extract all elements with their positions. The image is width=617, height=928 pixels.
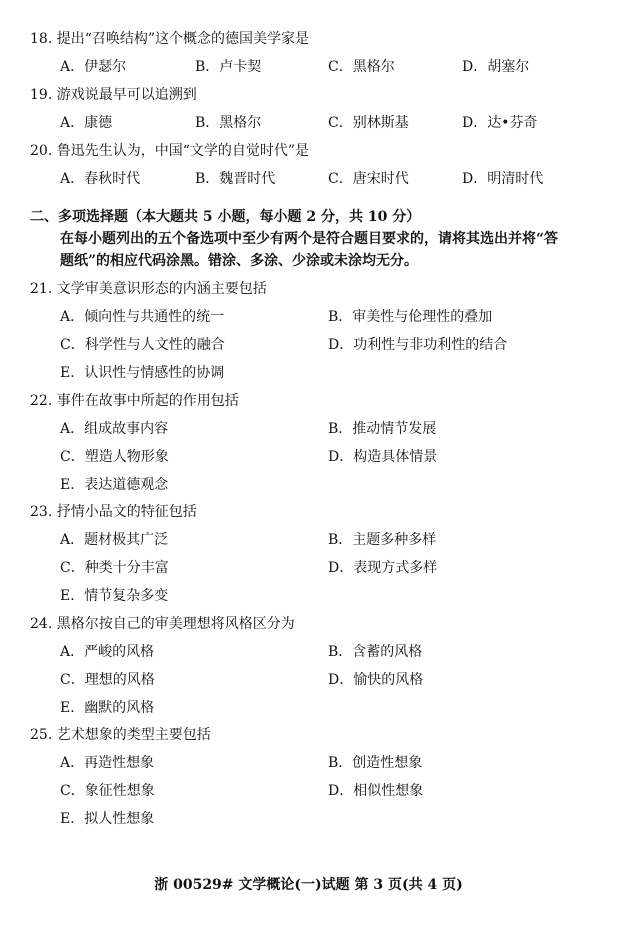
question-number: 22. <box>30 393 53 409</box>
option-d: D．明清时代 <box>462 171 544 187</box>
option-b: B．审美性与伦理性的叠加 <box>328 309 493 325</box>
option-b: B．创造性想象 <box>328 755 423 771</box>
option-c: C．黑格尔 <box>328 59 395 75</box>
option-c: C．科学性与人文性的融合 <box>60 337 225 353</box>
option-b: B．推动情节发展 <box>328 421 437 437</box>
option-a: A．倾向性与共通性的统一 <box>60 309 225 325</box>
question-stem: 提出“召唤结构”这个概念的德国美学家是 <box>56 31 310 47</box>
option-a: A．严峻的风格 <box>60 644 155 660</box>
option-c: C．种类十分丰富 <box>60 560 169 576</box>
option-b: B．含蓄的风格 <box>328 644 423 660</box>
question-number: 24. <box>30 616 53 632</box>
question-number: 25. <box>30 727 53 743</box>
option-b: B．主题多种多样 <box>328 532 437 548</box>
option-c: C．别林斯基 <box>328 115 409 131</box>
option-d: D．胡塞尔 <box>462 59 530 75</box>
option-e: E．表达道德观念 <box>60 477 169 493</box>
question-20 <box>30 141 309 161</box>
question-18 <box>30 29 309 49</box>
question-stem: 游戏说最早可以追溯到 <box>56 87 197 103</box>
option-a: A．春秋时代 <box>60 171 141 187</box>
option-b: B．黑格尔 <box>195 115 262 131</box>
option-a: A．康德 <box>60 115 113 131</box>
option-e: E．认识性与情感性的协调 <box>60 365 225 381</box>
question-22 <box>30 391 239 411</box>
question-stem: 黑格尔按自己的审美理想将风格区分为 <box>56 616 295 632</box>
question-25 <box>30 725 211 745</box>
section-heading: 二、多项选择题（本大题共 5 小题，每小题 2 分，共 10 分） <box>30 209 421 225</box>
option-e: E．情节复杂多变 <box>60 588 169 604</box>
option-c: C．理想的风格 <box>60 672 155 688</box>
option-d: D．功利性与非功利性的结合 <box>328 337 508 353</box>
option-c: C．唐宋时代 <box>328 171 409 187</box>
option-c: C．象征性想象 <box>60 783 155 799</box>
question-stem: 鲁迅先生认为，中国“文学的自觉时代”是 <box>56 143 310 159</box>
section-instruction-line1: 在每小题列出的五个备选项中至少有两个是符合题目要求的，请将其选出并将“答 <box>60 231 559 247</box>
question-number: 21. <box>30 281 53 297</box>
question-number: 19. <box>30 87 53 103</box>
option-a: A．伊瑟尔 <box>60 59 127 75</box>
option-e: E．幽默的风格 <box>60 700 155 716</box>
option-a: A．再造性想象 <box>60 755 155 771</box>
question-number: 20. <box>30 143 53 159</box>
question-stem: 抒情小品文的特征包括 <box>56 504 197 520</box>
question-stem: 艺术想象的类型主要包括 <box>56 727 211 743</box>
section-instruction-line2: 题纸”的相应代码涂黑。错涂、多涂、少涂或未涂均无分。 <box>60 253 419 269</box>
question-24 <box>30 614 295 634</box>
option-e: E．拟人性想象 <box>60 811 155 827</box>
option-d: D．愉快的风格 <box>328 672 424 688</box>
question-stem: 事件在故事中所起的作用包括 <box>56 393 239 409</box>
option-d: D．达•芬奇 <box>462 115 538 131</box>
option-a: A．组成故事内容 <box>60 421 169 437</box>
question-23 <box>30 502 197 522</box>
option-d: D．表现方式多样 <box>328 560 438 576</box>
option-c: C．塑造人物形象 <box>60 449 169 465</box>
question-number: 18. <box>30 31 53 47</box>
question-21 <box>30 279 267 299</box>
option-b: B．卢卡契 <box>195 59 262 75</box>
question-number: 23. <box>30 504 53 520</box>
option-a: A．题材极其广泛 <box>60 532 169 548</box>
question-19 <box>30 85 197 105</box>
page-footer: 浙 00529# 文学概论(一)试题 第 3 页(共 4 页) <box>154 877 463 893</box>
option-d: D．相似性想象 <box>328 783 424 799</box>
question-stem: 文学审美意识形态的内涵主要包括 <box>56 281 267 297</box>
option-b: B．魏晋时代 <box>195 171 276 187</box>
option-d: D．构造具体情景 <box>328 449 438 465</box>
